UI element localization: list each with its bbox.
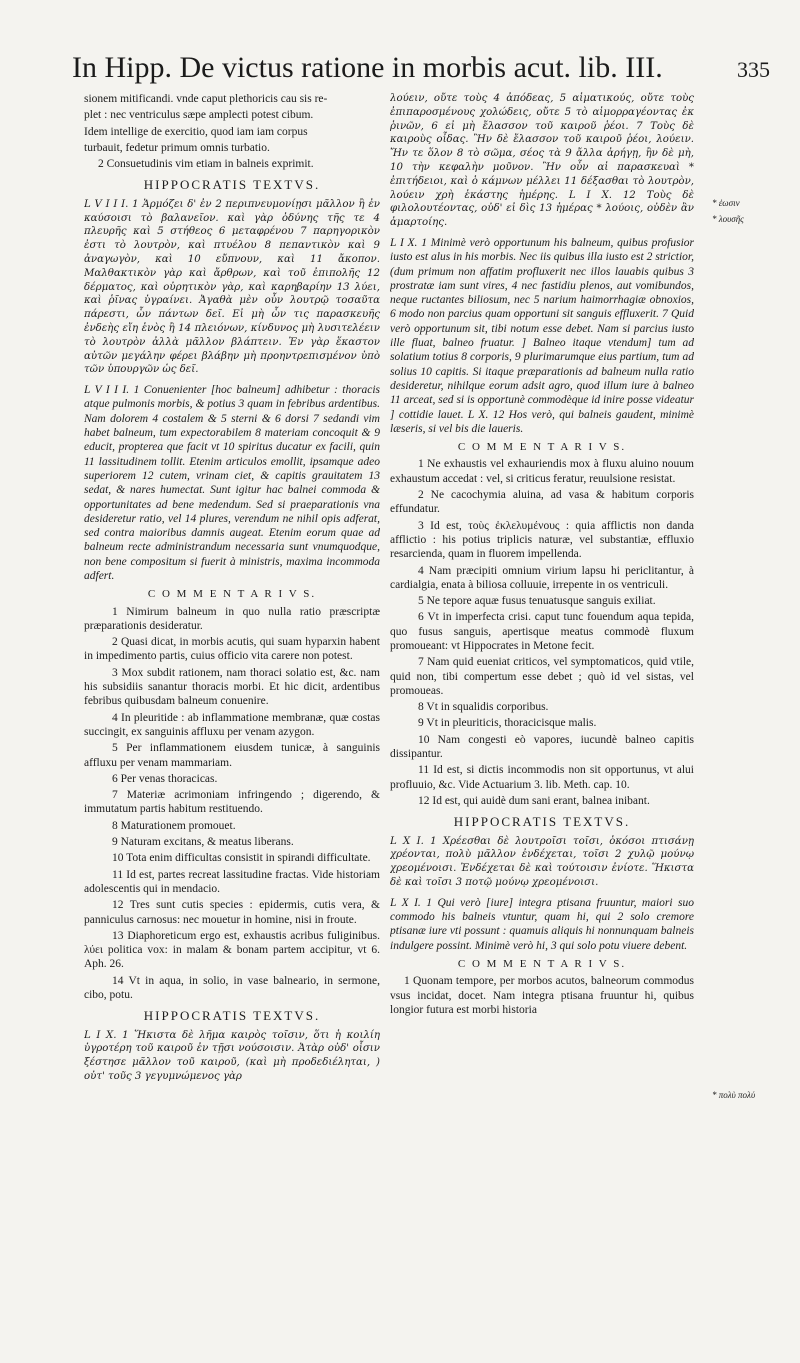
- commentary-number: 12: [418, 794, 430, 807]
- commentary-text: Naturam excitans, & meatus liberans.: [117, 836, 294, 849]
- commentary-item: [84, 772, 380, 786]
- commentary-text: Nam congesti eò vapores, iucundè balneo capitis dissipantur.: [390, 733, 694, 761]
- commentary-number: 7: [418, 656, 424, 669]
- commentary-item: 1 Quonam tempore, per morbos acutos, balneorum commodus vsus incidat, docet. Nam integra ptisana fruuntur hi, quibus longior futura est morbi historia: [390, 975, 694, 1016]
- commentary-item: [84, 741, 380, 770]
- commentary-number: 4: [418, 564, 424, 577]
- margin-note: * πολὺ πολύ: [712, 1090, 756, 1100]
- latin-text: L V I I I. 1 Conuenienter [hoc balneum] adhibetur : thoracis atque pulmonis morbis, & potius 3 quam in febribus ardentibus. Nam dolorem 4 costalem & 5 sterni & 6 dorsi 7 sedandi vim habet balneum, tum expectorabilem 8 materiam concoquit & 9 educit, propterea que facit vt 10 spiritus ducatur ex facili, quin 11 lassitudinem tollit. Etenim articulos emollit, ipsamque adeo superiorem 12 cutem, vrinam ciet, & capitis grauitatem 13 sedat, & nares humectat. Sunt igitur hac balnei commoda & opportunitates ad bene medendum. Sed si praeparationis vna desideretur ratio, vel 14 plures, verendum ne nihil opis adferat, sed contra maioribus damnis augeat. Etenim eorum quae ad balneum recte administrandum necessaria sunt vnumquodque, non bene compositum si fuerit à ministris, maxima incommoda adfert.: [84, 384, 380, 582]
- latin-text: L X I. 1 Qui verò [iure] integra ptisana fruuntur, maiori suo commodo his balneis vtuntur, quam hi, qui 2 solo cremore ptisanæ iure vti possunt : quamuis aliquis hi nonnunquam balneis indulgere possint. Minimè verò hi, 3 qui solo potu viuere debent.: [390, 896, 694, 952]
- commentary-item: [84, 605, 380, 634]
- commentary-number: 9: [112, 836, 118, 849]
- commentary-item: [390, 610, 694, 653]
- commentary-heading: C O M M E N T A R I V S.: [147, 588, 317, 601]
- commentary-text: Id est, qui auidè dum sani erant, balnea inibant.: [429, 794, 650, 807]
- commentary-item: [390, 488, 694, 517]
- commentary-text: Id est, partes recreat lassitudine fractas. Vide historiam adolescentis qui in mendacio.: [84, 868, 380, 895]
- commentary-heading: C O M M E N T A R I V S.: [457, 441, 627, 454]
- commentary-text: Id est, τοὺς ἐκλελυμένους : quia afflictis non danda afflictio : his potius triplicis naturæ, vel substantiæ, effluxio resarcienda, quam in fluorem impellenda.: [390, 519, 694, 561]
- intro-text: [84, 92, 380, 155]
- commentary-number: 5: [112, 742, 118, 755]
- commentary-number: 1: [418, 458, 424, 471]
- commentary-text: Ne tepore aquæ fusus tenuatusque sanguis exiliat.: [423, 595, 656, 608]
- commentary-text: Maturationem promouet.: [117, 819, 236, 832]
- commentary-text: Tres sunt cutis species : epidermis, cutis vera, & panniculus carnosus: nec mouetur in homine, nisi in froute.: [84, 899, 380, 926]
- commentary-text: Vt in squalidis corporibus.: [423, 701, 549, 714]
- commentary-item: [84, 635, 380, 664]
- commentary-list: [390, 457, 694, 808]
- commentary-item: [84, 788, 380, 817]
- commentary-text: Quasi dicat, in morbis acutis, qui suam hyparxin habent in impedimento partis, cuius officio vita carere non potest.: [84, 636, 380, 663]
- commentary-number: 12: [112, 899, 124, 912]
- commentary-number: 6: [418, 611, 424, 624]
- intro-line: Idem intellige de exercitio, quod iam iam corpus: [84, 125, 308, 138]
- commentary-item: [390, 594, 694, 608]
- commentary-number: 10: [418, 733, 430, 746]
- commentary-item: [84, 666, 380, 709]
- intro-line: plet : nec ventriculus sæpe amplecti potest cibum.: [84, 109, 314, 122]
- margin-note: * ἐωσιν: [712, 198, 740, 208]
- latin-text: L I X. 1 Minimè verò opportunum his balneum, quibus profusior iusto est alus in his morbis. Nec iis quibus illa iusto est 2 strictior, (dum primum non affatim profluxerit nec illos lauabis quibus 3 prostratæ iam sunt vires, 4 nec fastidiu plenos, aut vomibundos, neque ructantes biliosum, nec 5 narium haimorrhagiæ obnoxios, 6 modo non parcius quam opportuni sit sanguis effluxerit. 7 Quid verò opportunum sit, tibi notum esse debet. Nam si parcius iusto ille fluat, balneo fruatur. ] Balneo itaque vtendum] tum ad solatium totius 8 corporis, 9 plurimarumque eius partium, tum ad solius 10 capitis. Si itaque præparationis ad balneum nulla ratio desideretur, nihilque eorum adsit agro, quod illum iure à balneo 11 arceat, sed si is opportunè commodèque id inire posse videatur ] cottidie lauet. L X. 12 Hos verò, qui balneis gaudent, minimè læseris, si vel bis die laueris.: [390, 236, 694, 435]
- section-heading: HIPPOCRATIS TEXTVS.: [143, 1008, 321, 1024]
- commentary-text: Nam quid eueniat criticos, vel symptomaticos, quid vtile, quid non, tibi compertum esse debet ; quò id vel sistas, vel promoueas.: [390, 656, 694, 697]
- right-column: [390, 92, 694, 1345]
- commentary-number: 7: [112, 789, 118, 802]
- margin-note: * λουσῆς: [712, 214, 744, 224]
- commentary-text: Per inflammationem eiusdem tunicæ, à sanguinis affluxu per venam mammariam.: [84, 742, 380, 769]
- commentary-text: Id est, si dictis incommodis non sit opportunus, vt alui profluuio, &c. Vide Actuarium 3. lib. Meth. cap. 10.: [390, 764, 694, 791]
- commentary-text: Vt in imperfecta crisi. caput tunc fouendum aqua tepida, quo fusus sanguis, apertisque meatus commodè fluxum promoueant: vt Hippocrates in Metone fecit.: [390, 611, 694, 652]
- intro-line: sionem mitificandi. vnde caput plethoricis cau sis re-: [84, 93, 328, 105]
- commentary-number: 9: [418, 717, 424, 730]
- commentary-list: [84, 605, 380, 1003]
- commentary-number: 6: [112, 772, 118, 785]
- greek-text: λούειν, οὔτε τοὺς 4 ἀπόδεας, 5 αἱματικούς, οὔτε τοὺς ἐπιπαροσμένους χολώδεις, οὔτε 5 τὸ αἱμορραγέοντας ἐκ ῥινῶν, 6 εἰ μὴ ἔλασσον τοῦ καιροῦ ῥέοι. 7 Τοὺς δὲ καιροὺς οἶδας. Ἢν δὲ ἔλασσον τοῦ καιροῦ ῥέοι, λούειν. Ἤν τε ὅλον 8 τὸ σῶμα, σέος τὰ 9 ἄλλα ἀρήγῃ, ἢν δὲ μὴ, 10 τὴν κεφαλὴν μοῦνον. Ἢν οὖν αἱ παρασκευαὶ * ἐπιτήδειοι, καὶ ὁ κάμνων μέλλει 11 δέξασθαι τὸ λουτρὸν, λούειν χρὴ ἑκάστης ἡμέρης. L I X. 12 Τοὺς δὲ φιλολουτέοντας, οὐδ' εἰ δὶς 13 ἡμέρας * λούοις, οὐδὲν ἂν ἁμαρτοίης.: [390, 93, 694, 229]
- intro-line: turbauit, fedetur primum omnis turbatio.: [84, 141, 270, 154]
- commentary-item: [84, 929, 380, 972]
- commentary-number: 13: [112, 929, 124, 942]
- commentary-number: 2: [418, 489, 424, 502]
- commentary-item: [390, 716, 694, 730]
- commentary-item: [84, 851, 380, 865]
- commentary-item: [390, 519, 694, 562]
- commentary-text: Mox subdit rationem, nam thoraci solatio est, &c. nam his subsidiis sanantur thoracis morbi. Et hic dicit, ardentibus febribus quibusdam balneum conuenire.: [84, 666, 380, 708]
- commentary-number: 11: [418, 764, 430, 777]
- commentary-item: [84, 868, 380, 897]
- running-head: In Hipp. De victus ratione in morbis acut. lib. III.: [72, 51, 663, 84]
- commentary-item: [390, 655, 694, 698]
- commentary-item: [84, 898, 380, 927]
- commentary-text: Ne exhaustis vel exhauriendis mox à fluxu aluino nouum exhaustum accedat : vel, si criticus feratur, reuulsione resistat.: [390, 458, 694, 485]
- commentary-text: Nam præcipiti omnium virium lapsu hi periclitantur, à cardialgia, enata à biliosa colluuie, irrepente in os ventriculi.: [390, 564, 694, 591]
- commentary-item: [390, 700, 694, 714]
- greek-text: L X I. 1 Χρέεσθαι δὲ λουτροῖσι τοῖσι, ὁκόσοι πτισάνῃ χρέονται, πολὺ μᾶλλον ἐνδέχεται, τοῖσι 2 χυλῷ μούνῳ χρεομένοισι. Ἐνδέχεται δὲ καὶ τούτοισιν ἐνίοτε. Ἥκιστα δὲ καὶ τοῖσι 3 ποτῷ μούνῳ χρεομένοισι.: [390, 835, 694, 888]
- commentary-number: 14: [112, 974, 124, 987]
- commentary-text: Ne cacochymia aluina, ad vasa & habitum corporis effundatur.: [390, 489, 694, 516]
- commentary-heading: C O M M E N T A R I V S.: [457, 957, 627, 970]
- commentary-text: Nimirum balneum in quo nulla ratio præscriptæ præparationis desideratur.: [84, 605, 380, 632]
- left-column: [84, 92, 380, 1345]
- commentary-text: Tota enim difficultas consistit in spirandi difficultate.: [123, 852, 371, 865]
- commentary-number: 5: [418, 595, 424, 608]
- section-heading: HIPPOCRATIS TEXTVS.: [453, 814, 631, 830]
- commentary-item: [390, 733, 694, 762]
- commentary-item: [84, 835, 380, 849]
- commentary-number: 10: [112, 852, 124, 865]
- commentary-number: 3: [418, 519, 424, 532]
- greek-text: L V I I I. 1 Ἁρμόζει δ' ἐν 2 περιπνευμονίῃσι μᾶλλον ἢ ἐν καύσοισι τὸ βαλανεῖον. καὶ γὰρ ὀδύνης τῆς τε 4 πλευρῆς καὶ 5 στήθεος 6 μεταφρένου 7 παρηγορικὸν ἐστι τὸ λουτρὸν, καὶ πτυέλου 8 πεπαντικὸν καὶ 9 ἀναγωγὸν, καὶ 10 εὔπνουν, καὶ 11 ἄκοπον. Μαλθακτικὸν γὰρ καὶ ἄρθρων, καὶ τοῦ ἐπιπολῆς 12 δέρματος, καὶ οὐρητικὸν γὰρ, καὶ καρηβαρίην 13 λύει, καὶ ῥῖνας ὑγραίνει. Ἀγαθὰ μὲν οὖν λουτρῷ τοσαῦτα πάρεστι, ὧν πάντων δεῖ. Εἰ μὴ ὧν τις παρασκευῆς ἐνδεὴς εἴη ἑνὸς ἢ 14 πλειόνων, κίνδυνος μὴ λυσιτελέειν τὸ λουτρὸν ἀλλὰ μᾶλλον βλάπτειν. Ἐν γὰρ ἕκαστον αὐτῶν μεγάλην φέρει βλάβην μὴ προηντρεπισμένον ὑπὸ τῶν ὑπουργῶν ὡς δεῖ.: [84, 198, 380, 376]
- commentary-number: 8: [112, 819, 118, 832]
- commentary-number: 1: [112, 605, 118, 618]
- greek-text: L I X. 1 Ἥκιστα δὲ λῆμα καιρὸς τοῖσιν, ὅτι ἡ κοιλίη ὑγροτέρη τοῦ καιροῦ ἐν τῇσι νούσοισιν. Ἀτὰρ οὐδ' οἷσιν ξέστησε μᾶλλον τοῦ καιροῦ, (καὶ μὴ προδεδιέληται, ) οὐτ' τοῦς 3 γεγυμνώμενος γὰρ: [84, 1029, 380, 1082]
- page-number: 335: [737, 57, 770, 82]
- commentary-text: In pleuritide : ab inflammatione membranæ, quæ costas succingit, ex sanguinis affluxu per venam azygon.: [84, 711, 380, 738]
- commentary-number: 2: [112, 636, 118, 649]
- commentary-number: 8: [418, 701, 424, 714]
- commentary-item: [84, 819, 380, 833]
- commentary-text: Per venas thoracicas.: [117, 772, 218, 785]
- commentary-number: 3: [112, 666, 118, 679]
- commentary-item: [84, 974, 380, 1003]
- commentary-text: Vt in aqua, in solio, in vase balneario, in sermone, cibo, potu.: [84, 974, 380, 1002]
- commentary-text: Vt in pleuriticis, thoracicisque malis.: [423, 717, 597, 730]
- commentary-item: [390, 457, 694, 486]
- commentary-item: [390, 794, 694, 808]
- commentary-number: 11: [112, 868, 124, 881]
- commentary-item: [390, 763, 694, 792]
- intro-item: 2 Consuetudinis vim etiam in balneis exprimit.: [98, 158, 314, 171]
- commentary-number: 4: [112, 711, 118, 724]
- section-heading: HIPPOCRATIS TEXTVS.: [143, 177, 321, 193]
- commentary-item: [84, 711, 380, 740]
- commentary-text: Diaphoreticum ergo est, exhaustis acribus fuliginibus. λύει politica vox: in malam & bonam partem accipitur, vt 6. Aph. 26.: [84, 929, 380, 971]
- commentary-text: Materiæ acrimoniam infringendo ; digerendo, & immutatum partis habitum restituendo.: [84, 789, 380, 816]
- commentary-item: [390, 564, 694, 593]
